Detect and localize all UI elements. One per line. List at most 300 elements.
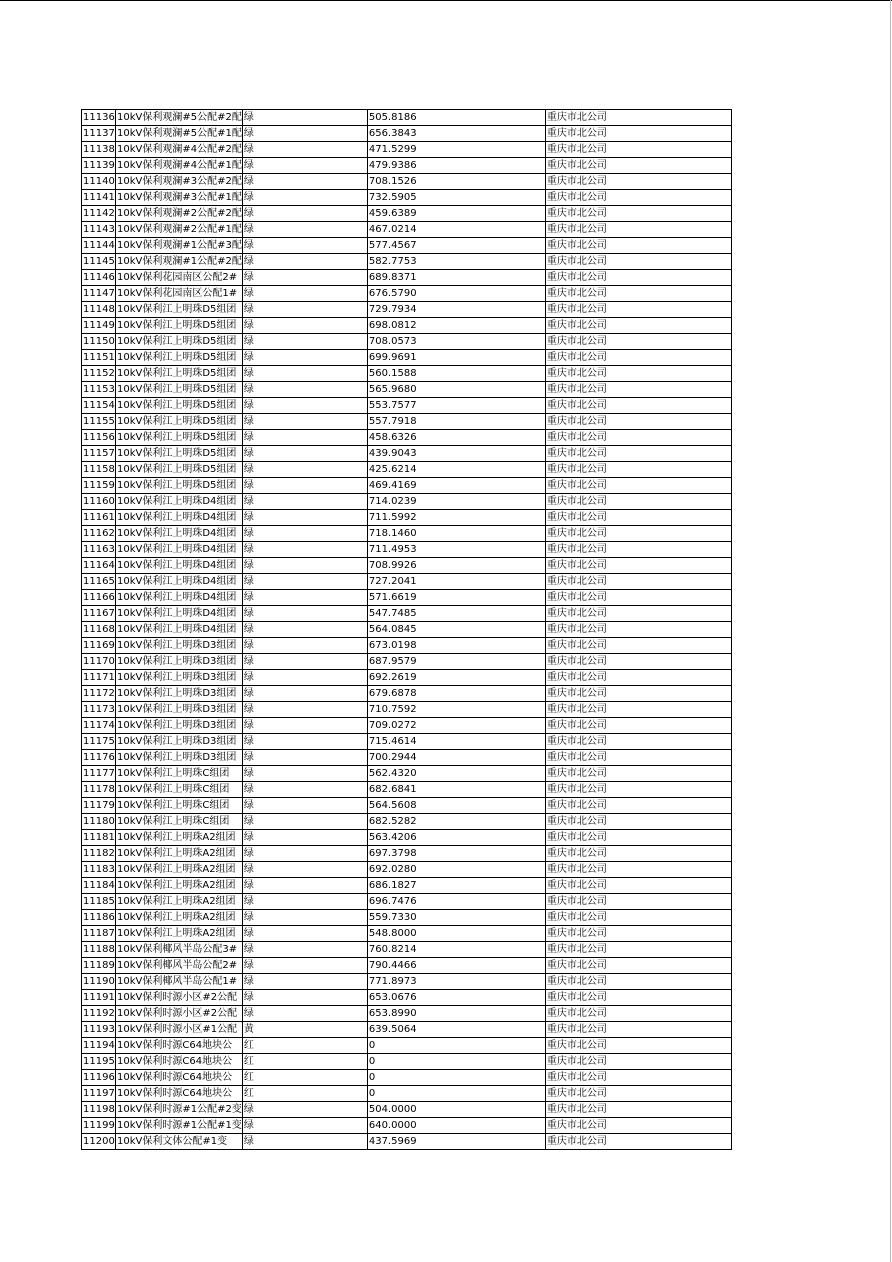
status-color-cell: 绿 bbox=[242, 382, 367, 398]
row-id-cell: 11179 bbox=[82, 798, 116, 814]
device-name-cell: 10kV保利江上明珠C组团 bbox=[116, 814, 243, 830]
status-color-cell: 绿 bbox=[242, 142, 367, 158]
value-cell: 708.0573 bbox=[367, 334, 545, 350]
company-cell: 重庆市北公司 bbox=[545, 718, 731, 734]
value-cell: 504.0000 bbox=[367, 1102, 545, 1118]
table-row bbox=[82, 302, 732, 318]
device-name-cell: 10kV保利江上明珠D5组团 bbox=[116, 462, 243, 478]
value-cell: 709.0272 bbox=[367, 718, 545, 734]
status-color-cell: 绿 bbox=[242, 622, 367, 638]
device-name-cell: 10kV保利江上明珠D5组团 bbox=[116, 430, 243, 446]
status-color-cell: 绿 bbox=[242, 686, 367, 702]
table-row bbox=[82, 942, 732, 958]
status-color-cell: 绿 bbox=[242, 782, 367, 798]
company-cell: 重庆市北公司 bbox=[545, 1134, 731, 1150]
table-row bbox=[82, 430, 732, 446]
status-color-cell: 绿 bbox=[242, 926, 367, 942]
company-cell: 重庆市北公司 bbox=[545, 350, 731, 366]
value-cell: 653.8990 bbox=[367, 1006, 545, 1022]
status-color-cell: 绿 bbox=[242, 462, 367, 478]
row-id-cell: 11198 bbox=[82, 1102, 116, 1118]
status-color-cell: 绿 bbox=[242, 222, 367, 238]
value-cell: 505.8186 bbox=[367, 110, 545, 126]
table-row bbox=[82, 894, 732, 910]
table-row bbox=[82, 606, 732, 622]
device-name-cell: 10kV保利观澜#5公配#2配 bbox=[116, 110, 243, 126]
company-cell: 重庆市北公司 bbox=[545, 638, 731, 654]
device-name-cell: 10kV保利江上明珠A2组团 bbox=[116, 926, 243, 942]
device-name-cell: 10kV保利江上明珠C组团 bbox=[116, 798, 243, 814]
status-color-cell: 绿 bbox=[242, 910, 367, 926]
row-id-cell: 11164 bbox=[82, 558, 116, 574]
value-cell: 697.3798 bbox=[367, 846, 545, 862]
value-cell: 686.1827 bbox=[367, 878, 545, 894]
company-cell: 重庆市北公司 bbox=[545, 846, 731, 862]
status-color-cell: 绿 bbox=[242, 702, 367, 718]
value-cell: 571.6619 bbox=[367, 590, 545, 606]
status-color-cell: 绿 bbox=[242, 1134, 367, 1150]
value-cell: 557.7918 bbox=[367, 414, 545, 430]
value-cell: 692.0280 bbox=[367, 862, 545, 878]
company-cell: 重庆市北公司 bbox=[545, 142, 731, 158]
table-row bbox=[82, 158, 732, 174]
status-color-cell: 绿 bbox=[242, 654, 367, 670]
value-cell: 714.0239 bbox=[367, 494, 545, 510]
value-cell: 727.2041 bbox=[367, 574, 545, 590]
company-cell: 重庆市北公司 bbox=[545, 1006, 731, 1022]
row-id-cell: 11197 bbox=[82, 1086, 116, 1102]
device-name-cell: 10kV保利花园南区公配1# bbox=[116, 286, 243, 302]
value-cell: 425.6214 bbox=[367, 462, 545, 478]
value-cell: 469.4169 bbox=[367, 478, 545, 494]
company-cell: 重庆市北公司 bbox=[545, 686, 731, 702]
table-row bbox=[82, 878, 732, 894]
company-cell: 重庆市北公司 bbox=[545, 174, 731, 190]
value-cell: 577.4567 bbox=[367, 238, 545, 254]
table-row bbox=[82, 526, 732, 542]
value-cell: 563.4206 bbox=[367, 830, 545, 846]
status-color-cell: 红 bbox=[242, 1038, 367, 1054]
device-name-cell: 10kV保利时源C64地块公 bbox=[116, 1070, 243, 1086]
table-row bbox=[82, 638, 732, 654]
company-cell: 重庆市北公司 bbox=[545, 990, 731, 1006]
status-color-cell: 绿 bbox=[242, 878, 367, 894]
company-cell: 重庆市北公司 bbox=[545, 158, 731, 174]
device-name-cell: 10kV保利观澜#4公配#1配 bbox=[116, 158, 243, 174]
company-cell: 重庆市北公司 bbox=[545, 942, 731, 958]
table-row bbox=[82, 334, 732, 350]
company-cell: 重庆市北公司 bbox=[545, 766, 731, 782]
device-name-cell: 10kV保利江上明珠C组团 bbox=[116, 766, 243, 782]
device-name-cell: 10kV保利江上明珠D3组团 bbox=[116, 654, 243, 670]
device-name-cell: 10kV保利江上明珠A2组团 bbox=[116, 894, 243, 910]
device-name-cell: 10kV保利椰风半岛公配1# bbox=[116, 974, 243, 990]
value-cell: 673.0198 bbox=[367, 638, 545, 654]
value-cell: 439.9043 bbox=[367, 446, 545, 462]
status-color-cell: 红 bbox=[242, 1086, 367, 1102]
device-name-cell: 10kV保利江上明珠D5组团 bbox=[116, 414, 243, 430]
device-name-cell: 10kV保利江上明珠D5组团 bbox=[116, 350, 243, 366]
device-name-cell: 10kV保利时源小区#1公配 bbox=[116, 1022, 243, 1038]
company-cell: 重庆市北公司 bbox=[545, 542, 731, 558]
device-name-cell: 10kV保利观澜#3公配#1配 bbox=[116, 190, 243, 206]
value-cell: 676.5790 bbox=[367, 286, 545, 302]
row-id-cell: 11196 bbox=[82, 1070, 116, 1086]
device-name-cell: 10kV保利江上明珠D4组团 bbox=[116, 622, 243, 638]
table-row bbox=[82, 1118, 732, 1134]
status-color-cell: 绿 bbox=[242, 126, 367, 142]
company-cell: 重庆市北公司 bbox=[545, 254, 731, 270]
value-cell: 771.8973 bbox=[367, 974, 545, 990]
company-cell: 重庆市北公司 bbox=[545, 334, 731, 350]
value-cell: 565.9680 bbox=[367, 382, 545, 398]
company-cell: 重庆市北公司 bbox=[545, 958, 731, 974]
value-cell: 711.4953 bbox=[367, 542, 545, 558]
row-id-cell: 11146 bbox=[82, 270, 116, 286]
value-cell: 564.0845 bbox=[367, 622, 545, 638]
device-name-cell: 10kV保利观澜#5公配#1配 bbox=[116, 126, 243, 142]
table-row bbox=[82, 830, 732, 846]
device-name-cell: 10kV保利江上明珠A2组团 bbox=[116, 910, 243, 926]
device-name-cell: 10kV保利观澜#4公配#2配 bbox=[116, 142, 243, 158]
device-name-cell: 10kV保利时源C64地块公 bbox=[116, 1086, 243, 1102]
company-cell: 重庆市北公司 bbox=[545, 1038, 731, 1054]
device-name-cell: 10kV保利江上明珠D4组团 bbox=[116, 510, 243, 526]
status-color-cell: 绿 bbox=[242, 238, 367, 254]
table-row bbox=[82, 190, 732, 206]
table-row bbox=[82, 174, 732, 190]
company-cell: 重庆市北公司 bbox=[545, 814, 731, 830]
value-cell: 0 bbox=[367, 1070, 545, 1086]
row-id-cell: 11185 bbox=[82, 894, 116, 910]
company-cell: 重庆市北公司 bbox=[545, 414, 731, 430]
status-color-cell: 绿 bbox=[242, 830, 367, 846]
device-name-cell: 10kV保利观澜#1公配#3配 bbox=[116, 238, 243, 254]
device-name-cell: 10kV保利江上明珠D3组团 bbox=[116, 686, 243, 702]
table-body bbox=[82, 110, 732, 1150]
table-row bbox=[82, 862, 732, 878]
table-row bbox=[82, 462, 732, 478]
row-id-cell: 11178 bbox=[82, 782, 116, 798]
device-name-cell: 10kV保利时源C64地块公 bbox=[116, 1038, 243, 1054]
row-id-cell: 11137 bbox=[82, 126, 116, 142]
table-row bbox=[82, 734, 732, 750]
value-cell: 459.6389 bbox=[367, 206, 545, 222]
row-id-cell: 11138 bbox=[82, 142, 116, 158]
device-name-cell: 10kV保利江上明珠D5组团 bbox=[116, 318, 243, 334]
company-cell: 重庆市北公司 bbox=[545, 670, 731, 686]
table-row bbox=[82, 750, 732, 766]
row-id-cell: 11195 bbox=[82, 1054, 116, 1070]
row-id-cell: 11192 bbox=[82, 1006, 116, 1022]
status-color-cell: 绿 bbox=[242, 1102, 367, 1118]
device-name-cell: 10kV保利观澜#1公配#2配 bbox=[116, 254, 243, 270]
company-cell: 重庆市北公司 bbox=[545, 622, 731, 638]
row-id-cell: 11160 bbox=[82, 494, 116, 510]
company-cell: 重庆市北公司 bbox=[545, 590, 731, 606]
company-cell: 重庆市北公司 bbox=[545, 270, 731, 286]
device-name-cell: 10kV保利观澜#2公配#1配 bbox=[116, 222, 243, 238]
company-cell: 重庆市北公司 bbox=[545, 190, 731, 206]
table-row bbox=[82, 542, 732, 558]
table-row bbox=[82, 238, 732, 254]
status-color-cell: 绿 bbox=[242, 350, 367, 366]
company-cell: 重庆市北公司 bbox=[545, 398, 731, 414]
status-color-cell: 绿 bbox=[242, 254, 367, 270]
row-id-cell: 11186 bbox=[82, 910, 116, 926]
device-name-cell: 10kV保利江上明珠D4组团 bbox=[116, 574, 243, 590]
status-color-cell: 绿 bbox=[242, 990, 367, 1006]
row-id-cell: 11159 bbox=[82, 478, 116, 494]
table-row bbox=[82, 254, 732, 270]
table-row bbox=[82, 926, 732, 942]
row-id-cell: 11191 bbox=[82, 990, 116, 1006]
status-color-cell: 绿 bbox=[242, 318, 367, 334]
row-id-cell: 11172 bbox=[82, 686, 116, 702]
device-name-cell: 10kV保利江上明珠A2组团 bbox=[116, 862, 243, 878]
status-color-cell: 绿 bbox=[242, 734, 367, 750]
data-table bbox=[81, 109, 732, 1150]
status-color-cell: 红 bbox=[242, 1054, 367, 1070]
device-name-cell: 10kV保利江上明珠A2组团 bbox=[116, 830, 243, 846]
company-cell: 重庆市北公司 bbox=[545, 750, 731, 766]
table-row bbox=[82, 286, 732, 302]
company-cell: 重庆市北公司 bbox=[545, 1054, 731, 1070]
status-color-cell: 绿 bbox=[242, 606, 367, 622]
table-row bbox=[82, 142, 732, 158]
value-cell: 0 bbox=[367, 1054, 545, 1070]
row-id-cell: 11142 bbox=[82, 206, 116, 222]
status-color-cell: 绿 bbox=[242, 286, 367, 302]
device-name-cell: 10kV保利江上明珠D4组团 bbox=[116, 542, 243, 558]
status-color-cell: 绿 bbox=[242, 110, 367, 126]
row-id-cell: 11199 bbox=[82, 1118, 116, 1134]
company-cell: 重庆市北公司 bbox=[545, 574, 731, 590]
row-id-cell: 11136 bbox=[82, 110, 116, 126]
value-cell: 698.0812 bbox=[367, 318, 545, 334]
value-cell: 715.4614 bbox=[367, 734, 545, 750]
table-row bbox=[82, 1038, 732, 1054]
row-id-cell: 11163 bbox=[82, 542, 116, 558]
device-name-cell: 10kV保利江上明珠D5组团 bbox=[116, 366, 243, 382]
table-row bbox=[82, 846, 732, 862]
row-id-cell: 11180 bbox=[82, 814, 116, 830]
value-cell: 687.9579 bbox=[367, 654, 545, 670]
row-id-cell: 11154 bbox=[82, 398, 116, 414]
status-color-cell: 绿 bbox=[242, 430, 367, 446]
device-name-cell: 10kV保利江上明珠D5组团 bbox=[116, 334, 243, 350]
company-cell: 重庆市北公司 bbox=[545, 430, 731, 446]
status-color-cell: 绿 bbox=[242, 798, 367, 814]
table-row bbox=[82, 1070, 732, 1086]
table-row bbox=[82, 654, 732, 670]
company-cell: 重庆市北公司 bbox=[545, 1086, 731, 1102]
value-cell: 553.7577 bbox=[367, 398, 545, 414]
row-id-cell: 11182 bbox=[82, 846, 116, 862]
status-color-cell: 绿 bbox=[242, 942, 367, 958]
status-color-cell: 绿 bbox=[242, 478, 367, 494]
value-cell: 548.8000 bbox=[367, 926, 545, 942]
device-name-cell: 10kV保利椰风半岛公配3# bbox=[116, 942, 243, 958]
company-cell: 重庆市北公司 bbox=[545, 702, 731, 718]
status-color-cell: 绿 bbox=[242, 718, 367, 734]
row-id-cell: 11181 bbox=[82, 830, 116, 846]
status-color-cell: 绿 bbox=[242, 558, 367, 574]
value-cell: 679.6878 bbox=[367, 686, 545, 702]
row-id-cell: 11177 bbox=[82, 766, 116, 782]
row-id-cell: 11143 bbox=[82, 222, 116, 238]
device-name-cell: 10kV保利江上明珠D3组团 bbox=[116, 734, 243, 750]
status-color-cell: 绿 bbox=[242, 174, 367, 190]
company-cell: 重庆市北公司 bbox=[545, 782, 731, 798]
value-cell: 700.2944 bbox=[367, 750, 545, 766]
status-color-cell: 绿 bbox=[242, 750, 367, 766]
row-id-cell: 11161 bbox=[82, 510, 116, 526]
status-color-cell: 绿 bbox=[242, 494, 367, 510]
table-row bbox=[82, 1006, 732, 1022]
status-color-cell: 绿 bbox=[242, 270, 367, 286]
status-color-cell: 绿 bbox=[242, 590, 367, 606]
table-row bbox=[82, 766, 732, 782]
status-color-cell: 绿 bbox=[242, 574, 367, 590]
table-row bbox=[82, 366, 732, 382]
value-cell: 582.7753 bbox=[367, 254, 545, 270]
table-row bbox=[82, 206, 732, 222]
row-id-cell: 11183 bbox=[82, 862, 116, 878]
status-color-cell: 绿 bbox=[242, 1118, 367, 1134]
status-color-cell: 绿 bbox=[242, 814, 367, 830]
value-cell: 559.7330 bbox=[367, 910, 545, 926]
row-id-cell: 11158 bbox=[82, 462, 116, 478]
row-id-cell: 11150 bbox=[82, 334, 116, 350]
value-cell: 696.7476 bbox=[367, 894, 545, 910]
value-cell: 710.7592 bbox=[367, 702, 545, 718]
status-color-cell: 绿 bbox=[242, 638, 367, 654]
row-id-cell: 11148 bbox=[82, 302, 116, 318]
value-cell: 711.5992 bbox=[367, 510, 545, 526]
table-row bbox=[82, 1134, 732, 1150]
row-id-cell: 11176 bbox=[82, 750, 116, 766]
status-color-cell: 绿 bbox=[242, 510, 367, 526]
row-id-cell: 11139 bbox=[82, 158, 116, 174]
value-cell: 656.3843 bbox=[367, 126, 545, 142]
device-name-cell: 10kV保利江上明珠A2组团 bbox=[116, 846, 243, 862]
status-color-cell: 绿 bbox=[242, 302, 367, 318]
row-id-cell: 11145 bbox=[82, 254, 116, 270]
value-cell: 732.5905 bbox=[367, 190, 545, 206]
table-row bbox=[82, 350, 732, 366]
device-name-cell: 10kV保利江上明珠D5组团 bbox=[116, 478, 243, 494]
status-color-cell: 绿 bbox=[242, 446, 367, 462]
value-cell: 560.1588 bbox=[367, 366, 545, 382]
company-cell: 重庆市北公司 bbox=[545, 830, 731, 846]
row-id-cell: 11171 bbox=[82, 670, 116, 686]
row-id-cell: 11174 bbox=[82, 718, 116, 734]
company-cell: 重庆市北公司 bbox=[545, 382, 731, 398]
device-name-cell: 10kV保利江上明珠D5组团 bbox=[116, 302, 243, 318]
company-cell: 重庆市北公司 bbox=[545, 110, 731, 126]
value-cell: 760.8214 bbox=[367, 942, 545, 958]
device-name-cell: 10kV保利江上明珠D5组团 bbox=[116, 398, 243, 414]
status-color-cell: 绿 bbox=[242, 974, 367, 990]
company-cell: 重庆市北公司 bbox=[545, 302, 731, 318]
status-color-cell: 绿 bbox=[242, 670, 367, 686]
row-id-cell: 11144 bbox=[82, 238, 116, 254]
company-cell: 重庆市北公司 bbox=[545, 606, 731, 622]
row-id-cell: 11162 bbox=[82, 526, 116, 542]
row-id-cell: 11200 bbox=[82, 1134, 116, 1150]
device-name-cell: 10kV保利江上明珠A2组团 bbox=[116, 878, 243, 894]
company-cell: 重庆市北公司 bbox=[545, 366, 731, 382]
device-name-cell: 10kV保利文体公配#1变 bbox=[116, 1134, 243, 1150]
row-id-cell: 11169 bbox=[82, 638, 116, 654]
device-name-cell: 10kV保利观澜#3公配#2配 bbox=[116, 174, 243, 190]
value-cell: 0 bbox=[367, 1038, 545, 1054]
company-cell: 重庆市北公司 bbox=[545, 862, 731, 878]
row-id-cell: 11184 bbox=[82, 878, 116, 894]
table-row bbox=[82, 126, 732, 142]
table-row bbox=[82, 1054, 732, 1070]
status-color-cell: 黄 bbox=[242, 1022, 367, 1038]
device-name-cell: 10kV保利椰风半岛公配2# bbox=[116, 958, 243, 974]
value-cell: 790.4466 bbox=[367, 958, 545, 974]
device-name-cell: 10kV保利江上明珠D4组团 bbox=[116, 526, 243, 542]
device-name-cell: 10kV保利江上明珠D3组团 bbox=[116, 750, 243, 766]
device-name-cell: 10kV保利观澜#2公配#2配 bbox=[116, 206, 243, 222]
status-color-cell: 绿 bbox=[242, 894, 367, 910]
value-cell: 708.1526 bbox=[367, 174, 545, 190]
status-color-cell: 绿 bbox=[242, 398, 367, 414]
status-color-cell: 绿 bbox=[242, 862, 367, 878]
table-row bbox=[82, 398, 732, 414]
status-color-cell: 绿 bbox=[242, 190, 367, 206]
device-name-cell: 10kV保利江上明珠D5组团 bbox=[116, 382, 243, 398]
value-cell: 729.7934 bbox=[367, 302, 545, 318]
company-cell: 重庆市北公司 bbox=[545, 446, 731, 462]
row-id-cell: 11149 bbox=[82, 318, 116, 334]
company-cell: 重庆市北公司 bbox=[545, 126, 731, 142]
table-row bbox=[82, 414, 732, 430]
table-row bbox=[82, 510, 732, 526]
value-cell: 682.5282 bbox=[367, 814, 545, 830]
row-id-cell: 11165 bbox=[82, 574, 116, 590]
status-color-cell: 绿 bbox=[242, 542, 367, 558]
value-cell: 653.0676 bbox=[367, 990, 545, 1006]
company-cell: 重庆市北公司 bbox=[545, 910, 731, 926]
row-id-cell: 11141 bbox=[82, 190, 116, 206]
row-id-cell: 11153 bbox=[82, 382, 116, 398]
device-name-cell: 10kV保利江上明珠D3组团 bbox=[116, 638, 243, 654]
table-row bbox=[82, 446, 732, 462]
company-cell: 重庆市北公司 bbox=[545, 798, 731, 814]
row-id-cell: 11168 bbox=[82, 622, 116, 638]
page-right-border bbox=[890, 0, 891, 1262]
row-id-cell: 11152 bbox=[82, 366, 116, 382]
value-cell: 0 bbox=[367, 1086, 545, 1102]
table-row bbox=[82, 222, 732, 238]
table-row bbox=[82, 782, 732, 798]
device-name-cell: 10kV保利时源C64地块公 bbox=[116, 1054, 243, 1070]
device-name-cell: 10kV保利江上明珠C组团 bbox=[116, 782, 243, 798]
company-cell: 重庆市北公司 bbox=[545, 462, 731, 478]
row-id-cell: 11157 bbox=[82, 446, 116, 462]
company-cell: 重庆市北公司 bbox=[545, 926, 731, 942]
status-color-cell: 红 bbox=[242, 1070, 367, 1086]
table-row bbox=[82, 494, 732, 510]
row-id-cell: 11170 bbox=[82, 654, 116, 670]
company-cell: 重庆市北公司 bbox=[545, 478, 731, 494]
table-row bbox=[82, 590, 732, 606]
